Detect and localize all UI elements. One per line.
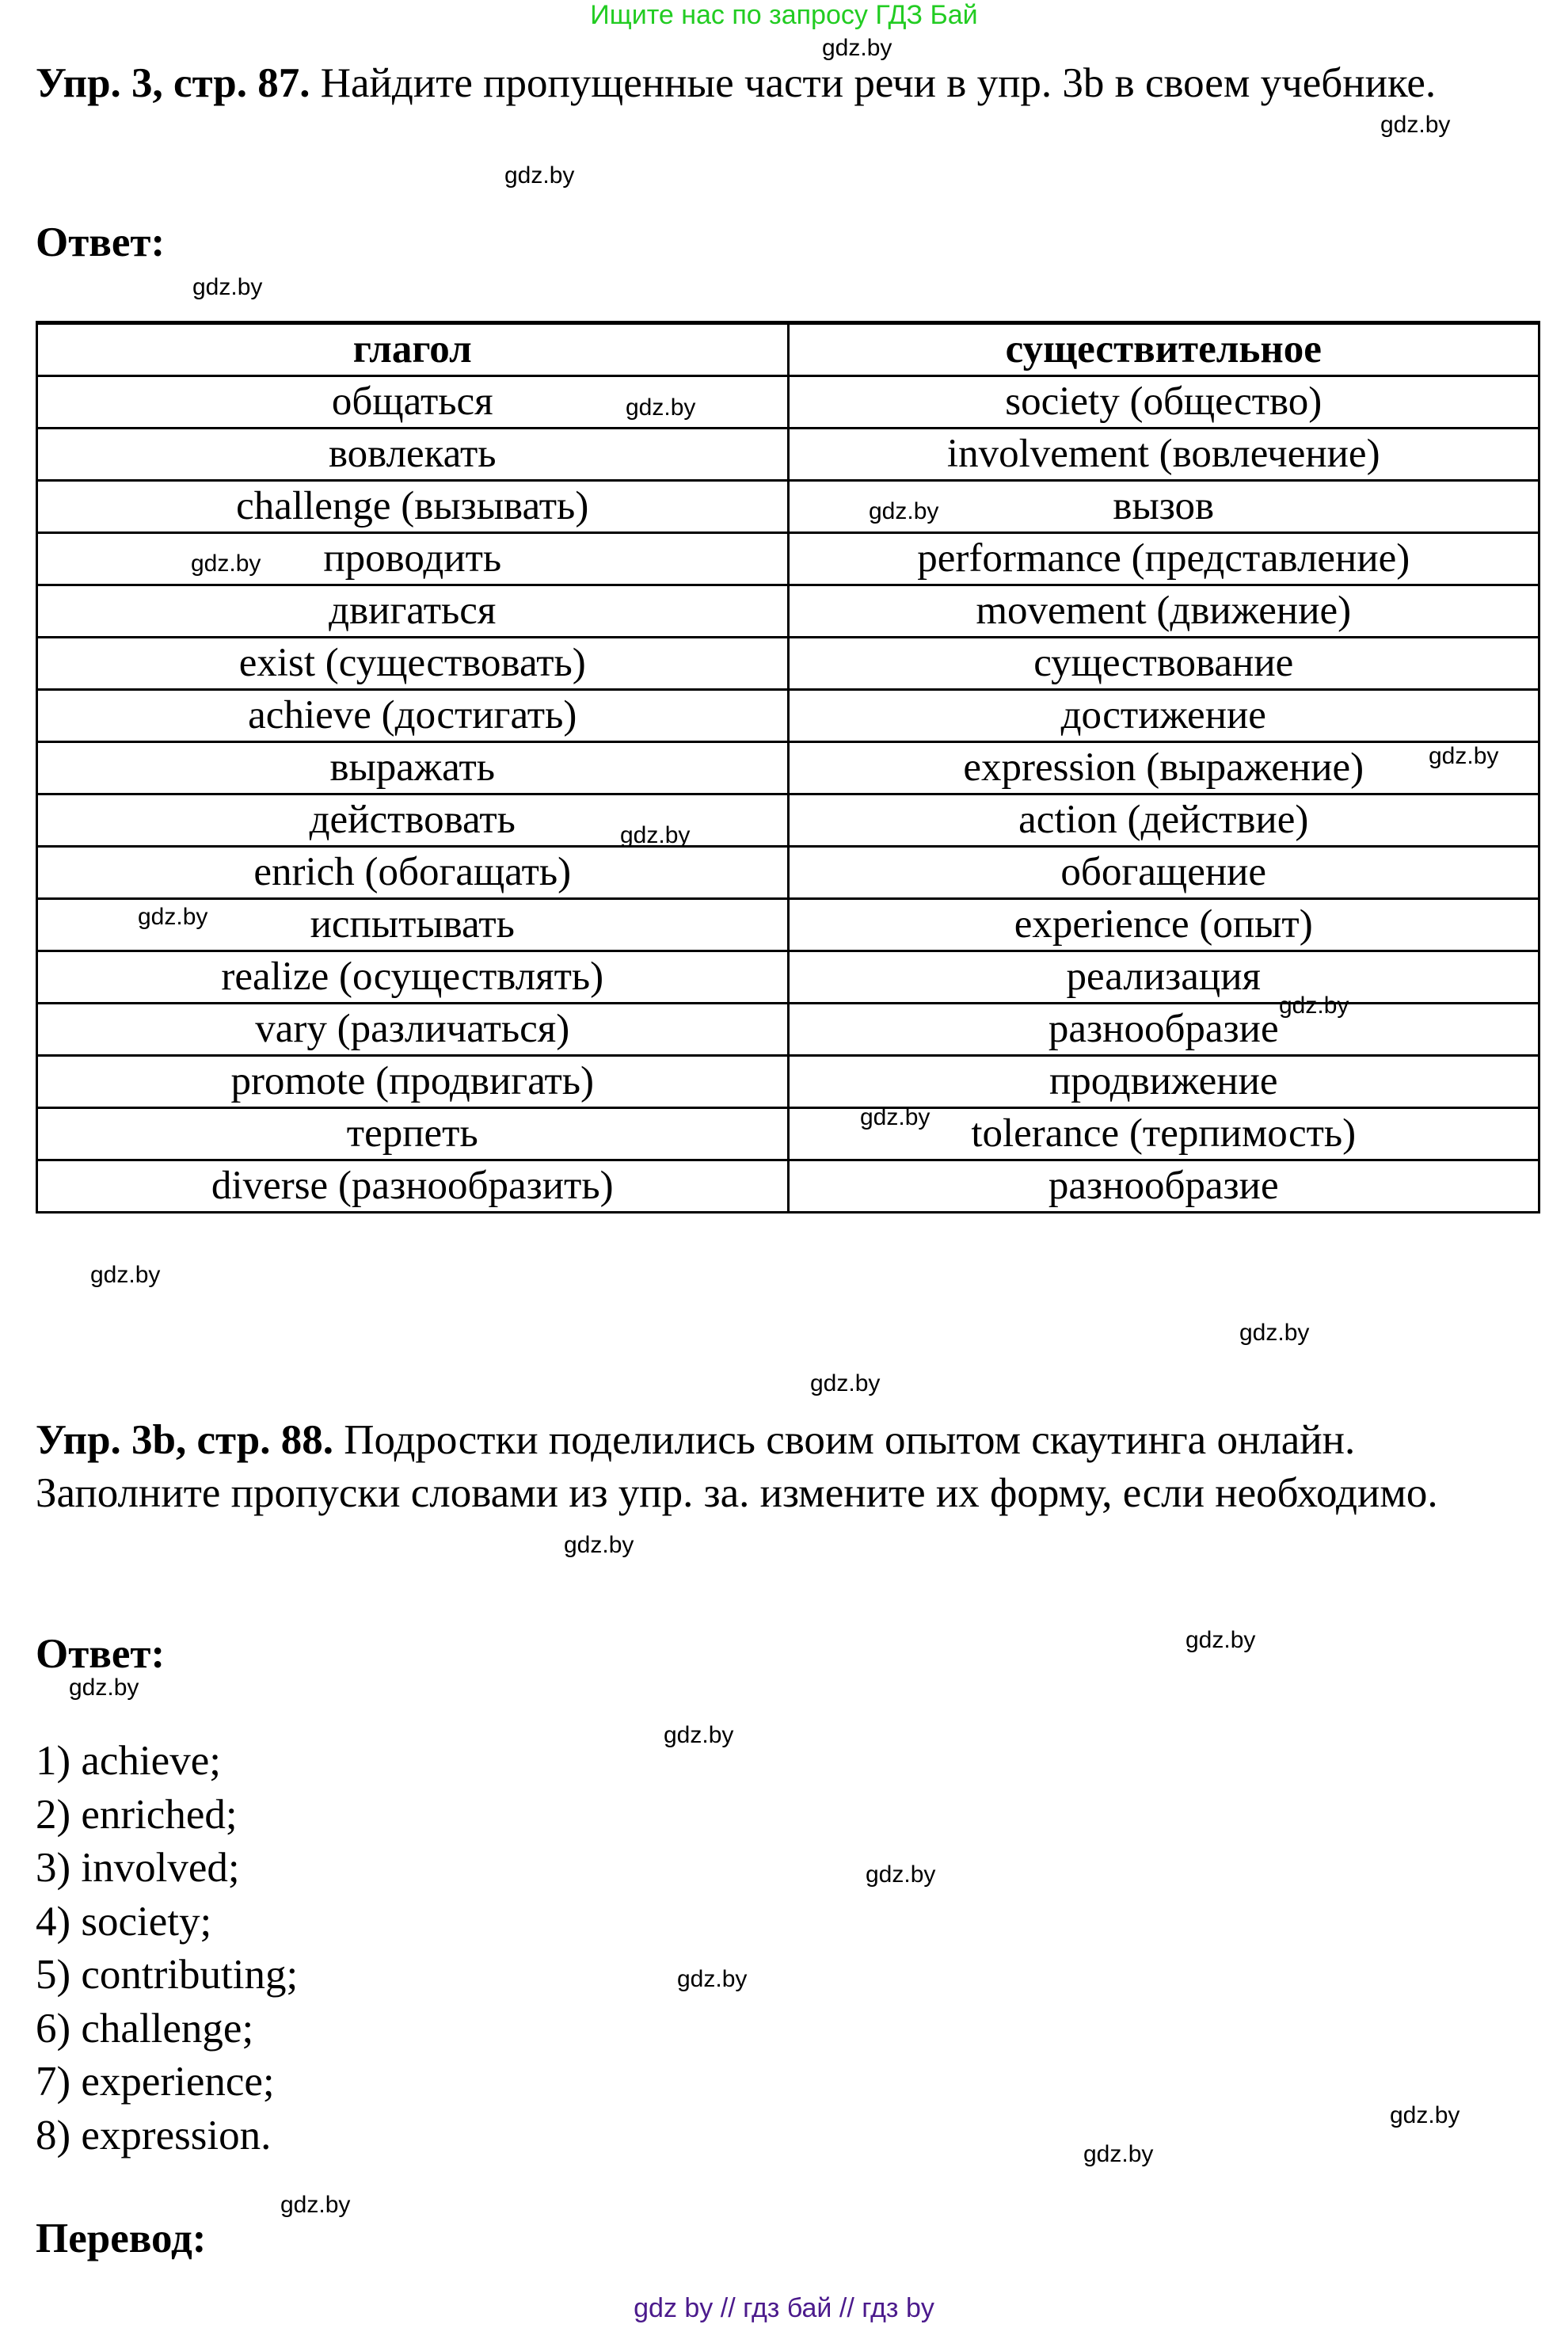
verb-cell: терпеть: [37, 1108, 789, 1160]
exercise-2-label: Упр. 3b, стр. 88.: [36, 1417, 333, 1463]
watermark: gdz.by: [664, 1722, 734, 1748]
translation-heading: Перевод:: [36, 2216, 207, 2261]
watermark: gdz.by: [564, 1532, 634, 1558]
table-row: [37, 847, 1539, 899]
list-item: 2) enriched;: [36, 1791, 238, 1838]
noun-cell: продвижение: [788, 1056, 1539, 1108]
watermark: gdz.by: [90, 1262, 161, 1288]
watermark: gdz.by: [192, 274, 263, 300]
noun-cell: performance (представление): [788, 533, 1539, 585]
noun-cell: experience (опыт): [788, 899, 1539, 951]
noun-cell: реализация: [788, 951, 1539, 1004]
noun-cell: существование: [788, 638, 1539, 690]
watermark: gdz.by: [69, 1675, 139, 1701]
footer-links[interactable]: gdz by // гдз бай // гдз by: [634, 2293, 934, 2323]
verb-cell: exist (существовать): [37, 638, 789, 690]
table-row: [37, 533, 1539, 585]
column-header-verb: глагол: [37, 323, 789, 376]
watermark: gdz.by: [860, 1104, 931, 1130]
word-forms-table: [36, 321, 1540, 1214]
noun-cell: involvement (вовлечение): [788, 429, 1539, 481]
table-row: [37, 376, 1539, 429]
watermark: gdz.by: [1083, 2141, 1154, 2167]
noun-cell: обогащение: [788, 847, 1539, 899]
list-item: 5) contributing;: [36, 1952, 299, 1998]
watermark: gdz.by: [1279, 993, 1349, 1019]
table-row: [37, 742, 1539, 794]
watermark: gdz.by: [677, 1966, 748, 1992]
verb-cell: двигаться: [37, 585, 789, 638]
noun-cell: movement (движение): [788, 585, 1539, 638]
verb-cell: vary (различаться): [37, 1004, 789, 1056]
list-item: 4) society;: [36, 1898, 212, 1945]
list-item: 6) challenge;: [36, 2005, 254, 2052]
exercise-1-task: [36, 57, 1548, 110]
watermark: gdz.by: [280, 2192, 351, 2218]
watermark: gdz.by: [620, 822, 691, 848]
verb-cell: вовлекать: [37, 429, 789, 481]
list-item: 8) expression.: [36, 2112, 272, 2158]
watermark: gdz.by: [1429, 743, 1499, 769]
table-row: [37, 1108, 1539, 1160]
watermark: gdz.by: [191, 551, 261, 577]
verb-cell: achieve (достигать): [37, 690, 789, 742]
watermark: gdz.by: [866, 1861, 936, 1888]
table-row: [37, 1160, 1539, 1213]
noun-cell: вызов: [788, 481, 1539, 533]
search-banner[interactable]: Ищите нас по запросу ГДЗ Бай: [590, 0, 978, 30]
table-row: [37, 638, 1539, 690]
watermark: gdz.by: [504, 162, 575, 189]
watermark: gdz.by: [138, 904, 208, 930]
verb-cell: realize (осуществлять): [37, 951, 789, 1004]
noun-cell: разнообразие: [788, 1004, 1539, 1056]
noun-cell: разнообразие: [788, 1160, 1539, 1213]
table-row: [37, 481, 1539, 533]
table-row: [37, 899, 1539, 951]
watermark: gdz.by: [626, 394, 696, 421]
noun-cell: tolerance (терпимость): [788, 1108, 1539, 1160]
watermark: gdz.by: [1186, 1627, 1256, 1653]
watermark: gdz.by: [822, 35, 892, 61]
noun-cell: action (действие): [788, 794, 1539, 847]
table-row: [37, 794, 1539, 847]
table-row: [37, 585, 1539, 638]
verb-cell: promote (продвигать): [37, 1056, 789, 1108]
noun-cell: достижение: [788, 690, 1539, 742]
verb-cell: общаться: [37, 376, 789, 429]
exercise-2-task: [36, 1414, 1548, 1520]
noun-cell: society (общество): [788, 376, 1539, 429]
exercise-1-label: Упр. 3, стр. 87.: [36, 60, 310, 106]
answer-heading-1: Ответ:: [36, 219, 166, 265]
watermark: gdz.by: [810, 1370, 881, 1396]
watermark: gdz.by: [1239, 1320, 1310, 1346]
exercise-1-text: Найдите пропущенные части речи в упр. 3b в своем учебнике.: [310, 60, 1437, 106]
verb-cell: проводить: [37, 533, 789, 585]
watermark: gdz.by: [1390, 2102, 1460, 2128]
answer-heading-2: Ответ:: [36, 1631, 166, 1677]
verb-cell: diverse (разнообразить): [37, 1160, 789, 1213]
watermark: gdz.by: [869, 498, 939, 524]
verb-cell: выражать: [37, 742, 789, 794]
column-header-noun: существительное: [788, 323, 1539, 376]
verb-cell: действовать: [37, 794, 789, 847]
exercise-2-text: Подростки поделились своим опытом скаутинга онлайн. Заполните пропуски словами из упр. за. измените их форму, если необходимо.: [36, 1417, 1438, 1516]
list-item: 1) achieve;: [36, 1738, 221, 1784]
table-row: [37, 690, 1539, 742]
verb-cell: испытывать: [37, 899, 789, 951]
answers-list: [36, 1735, 298, 2162]
table-row: [37, 1056, 1539, 1108]
table-header-row: [37, 323, 1539, 376]
verb-cell: challenge (вызывать): [37, 481, 789, 533]
watermark: gdz.by: [1380, 112, 1451, 138]
list-item: 3) involved;: [36, 1845, 240, 1891]
list-item: 7) experience;: [36, 2059, 275, 2105]
noun-cell: expression (выражение): [788, 742, 1539, 794]
verb-cell: enrich (обогащать): [37, 847, 789, 899]
table-row: [37, 429, 1539, 481]
